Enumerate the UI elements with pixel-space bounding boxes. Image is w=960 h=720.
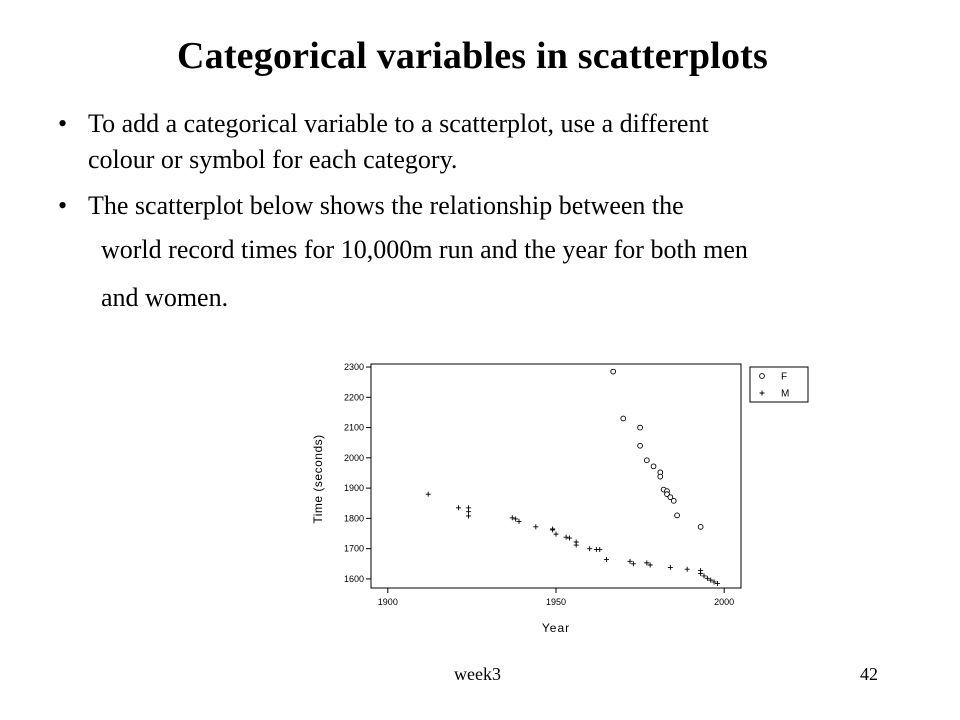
bullet-2-line-1: The scatterplot below shows the relationship between the: [88, 191, 684, 220]
y-tick-label: 1900: [343, 483, 364, 494]
x-tick-label: 1950: [545, 597, 567, 607]
point-male: [668, 565, 673, 570]
point-male: [702, 573, 707, 578]
point-female: [651, 464, 656, 469]
y-tick-label: 2000: [343, 452, 364, 463]
point-female: [644, 458, 649, 463]
bullet-1-line-1: To add a categorical variable to a scatterplot, use a different: [88, 109, 709, 138]
plot-frame: [371, 364, 741, 588]
point-female: [698, 524, 703, 529]
point-male: [587, 546, 592, 551]
point-male: [574, 543, 579, 548]
bullet-1-line-2: colour or symbol for each category.: [88, 145, 458, 174]
point-male: [628, 559, 633, 564]
point-male: [456, 505, 461, 510]
point-male: [517, 519, 522, 524]
point-male: [597, 547, 602, 552]
legend-label-m: M: [781, 388, 790, 400]
point-male: [698, 571, 703, 576]
point-female: [621, 416, 626, 421]
point-male: [466, 513, 471, 518]
y-tick-label: 1800: [343, 513, 364, 524]
y-tick-label: 1600: [343, 573, 364, 584]
legend-label-f: F: [781, 371, 788, 383]
point-male: [554, 532, 559, 537]
x-axis-label: Year: [541, 621, 571, 635]
point-male: [631, 561, 636, 566]
point-male: [567, 536, 572, 541]
point-female: [675, 513, 680, 518]
legend-box: [750, 367, 808, 402]
y-tick-label: 2200: [343, 392, 364, 403]
footer-week: week3: [454, 664, 501, 684]
point-male: [564, 535, 569, 540]
x-tick-label: 2000: [714, 597, 735, 607]
point-male: [550, 527, 555, 532]
point-male: [513, 516, 518, 521]
x-tick-label: 1900: [377, 597, 398, 607]
bullet-2-line-3: and women.: [101, 283, 229, 312]
point-male: [510, 515, 515, 520]
bullet-dot: •: [58, 109, 68, 138]
point-female: [638, 425, 643, 430]
y-tick-label: 2300: [343, 362, 364, 373]
bullet-dot: •: [58, 191, 68, 220]
y-tick-label: 1700: [343, 543, 364, 554]
point-female: [658, 474, 663, 479]
y-tick-label: 2100: [343, 422, 364, 433]
legend-marker-f: [760, 374, 765, 379]
point-male: [426, 492, 431, 497]
bullet-2-line-2: world record times for 10,000m run and the year for both men: [101, 235, 748, 264]
point-male: [685, 567, 690, 572]
point-female: [611, 369, 616, 374]
point-male: [604, 557, 609, 562]
point-female: [638, 443, 643, 448]
footer-page-number: 42: [860, 664, 878, 684]
slide-title: Categorical variables in scatterplots: [176, 35, 768, 77]
y-axis-label: Time (seconds): [311, 434, 325, 524]
point-female: [671, 498, 676, 503]
point-male: [533, 524, 538, 529]
